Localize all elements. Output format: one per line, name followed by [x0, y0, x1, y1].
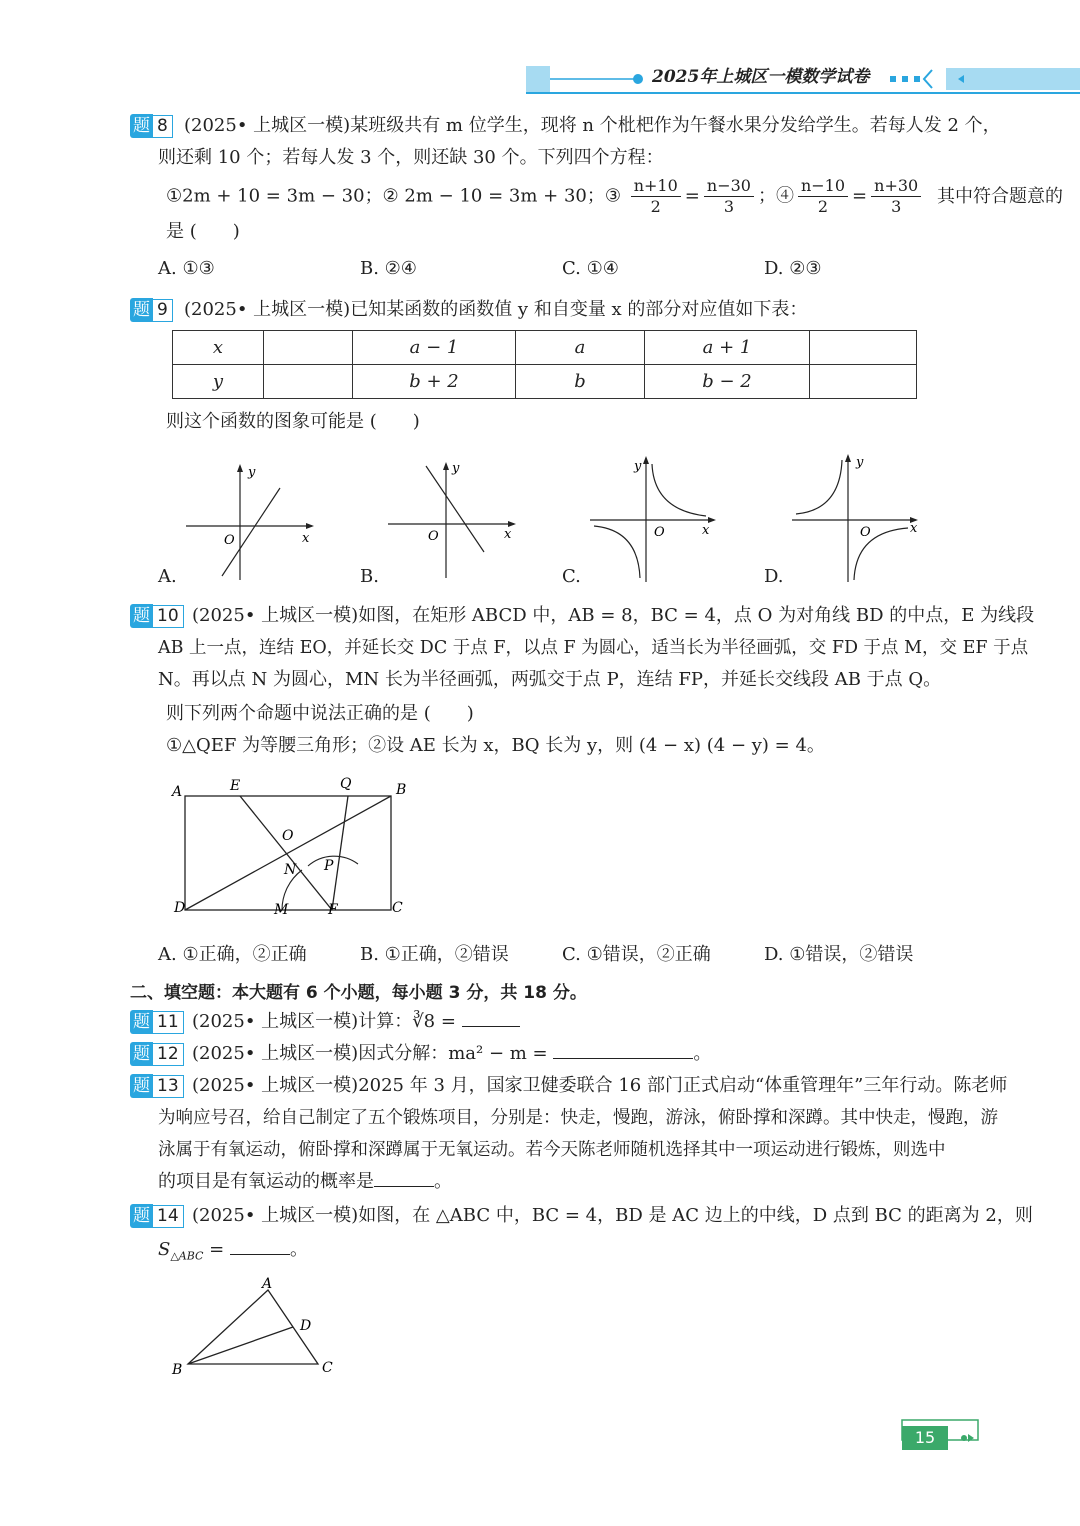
table-cell: a − 1 [353, 331, 516, 365]
q8-equations: ①2m + 10 = 3m − 30；② 2m − 10 = 3m + 30；③ $\frac{n+10}{2}$ = $\frac{n-30}{3}$ ；④ $\frac{n-10}{2}$ = $\frac{n+30}{3}$ 其中符合题意的 [166, 176, 1063, 216]
table-cell [810, 365, 917, 399]
q8-option-c[interactable]: C. ①④ [562, 258, 619, 279]
q11-badge: 题 11 [130, 1010, 184, 1034]
table-cell: x [173, 331, 264, 365]
svg-text:y: y [452, 461, 460, 476]
q10-line1: (2025• 上城区一模)如图，在矩形 ABCD 中，AB = 8，BC = 4，点 O 为对角线 BD 的中点，E 为线段 [192, 605, 1035, 626]
table-cell: a [516, 331, 645, 365]
q14-triangle-figure [168, 1272, 348, 1386]
section2-heading: 二、填空题：本大题有 6 个小题，每小题 3 分，共 18 分。 [130, 983, 587, 1003]
svg-text:y: y [856, 455, 864, 470]
svg-text:F: F [328, 902, 338, 918]
svg-text:P: P [324, 858, 334, 874]
svg-text:D: D [300, 1318, 312, 1334]
svg-text:y: y [634, 459, 642, 474]
q10-option-b[interactable]: B. ①正确，②错误 [360, 944, 509, 965]
svg-text:x: x [702, 523, 710, 538]
q9-graph-c[interactable] [588, 454, 724, 588]
q13-badge: 题 13 [130, 1074, 184, 1098]
svg-text:O: O [282, 828, 294, 844]
frac-3a: $\frac{n+10}{2}$ [631, 176, 681, 217]
table-cell: b + 2 [353, 365, 516, 399]
q9-option-a[interactable]: A. [158, 566, 177, 587]
table-cell: b − 2 [645, 365, 810, 399]
svg-text:O: O [860, 525, 871, 540]
q14-line2: $S_{\triangle ABC}$ = 。 [158, 1234, 308, 1273]
q13-line3: 泳属于有氧运动，俯卧撑和深蹲属于无氧运动。若今天陈老师随机选择其中一项运动进行锻炼，则选中 [158, 1140, 946, 1160]
q9-line1: (2025• 上城区一模)已知某函数的函数值 y 和自变量 x 的部分对应值如下表： [184, 299, 808, 320]
table-cell: b [516, 365, 645, 399]
svg-text:A: A [172, 784, 183, 800]
svg-text:A: A [262, 1276, 273, 1292]
svg-text:C: C [322, 1360, 333, 1376]
q9-graph-d[interactable] [790, 452, 926, 588]
svg-text:E: E [230, 778, 241, 794]
table-cell: a + 1 [645, 331, 810, 365]
header-baseline [526, 92, 1080, 94]
q10-option-c[interactable]: C. ①错误，②正确 [562, 944, 711, 965]
table-cell [264, 365, 353, 399]
table-row [173, 365, 917, 399]
table-cell: y [173, 365, 264, 399]
q10-option-a[interactable]: A. ①正确，②正确 [158, 944, 307, 965]
table-cell [264, 331, 353, 365]
q13-line1: (2025• 上城区一模)2025 年 3 月，国家卫健委联合 16 部门正式启动“体重管理年”三年行动。陈老师 [192, 1075, 1008, 1096]
svg-text:O: O [428, 529, 439, 544]
q10-line5: ①△QEF 为等腰三角形；②设 AE 长为 x，BQ 长为 y，则 (4 − x) (4 − y) = 4。 [166, 735, 825, 756]
svg-text:C: C [392, 900, 403, 916]
svg-text:B: B [396, 782, 407, 798]
svg-text:y: y [248, 465, 256, 480]
svg-text:x: x [504, 527, 512, 542]
q13-line4: 的项目是有氧运动的概率是 。 [158, 1166, 452, 1198]
svg-text:x: x [302, 531, 310, 546]
q9-option-d[interactable]: D. [764, 566, 784, 587]
table-cell [810, 331, 917, 365]
q14-answer-blank[interactable] [230, 1234, 290, 1255]
q14-badge: 题 14 [130, 1204, 184, 1228]
q8-line1: (2025• 上城区一模)某班级共有 m 位学生，现将 n 个枇杷作为午餐水果分发给学生。若每人发 2 个， [184, 115, 1001, 136]
svg-text:M: M [274, 902, 289, 918]
header-title: 2025年上城区一模数学试卷 [652, 67, 870, 87]
q10-option-d[interactable]: D. ①错误，②错误 [764, 944, 914, 965]
q9-value-table [172, 330, 917, 399]
q9-graph-a[interactable] [184, 460, 320, 588]
q9-graph-b[interactable] [386, 458, 522, 586]
svg-text:Q: Q [340, 776, 352, 792]
q8-option-d[interactable]: D. ②③ [764, 258, 822, 279]
frac-3b: $\frac{n-30}{3}$ [704, 176, 754, 217]
q9-badge: 题 9 [130, 298, 173, 322]
q9-option-b[interactable]: B. [360, 566, 379, 587]
svg-text:D: D [174, 900, 186, 916]
q13-answer-blank[interactable] [374, 1166, 434, 1187]
svg-text:N: N [284, 862, 297, 878]
q10-badge: 题 10 [130, 604, 184, 628]
frac-4a: $\frac{n-10}{2}$ [798, 176, 848, 217]
svg-text:O: O [654, 525, 665, 540]
q10-line3: N。再以点 N 为圆心，MN 长为半径画弧，两弧交于点 P，连结 FP，并延长交线段 AB 于点 Q。 [158, 669, 942, 690]
svg-text:B: B [172, 1362, 183, 1378]
frac-4b: $\frac{n+30}{3}$ [871, 176, 921, 217]
q12-badge: 题 12 [130, 1042, 184, 1066]
q12-answer-blank[interactable] [553, 1038, 693, 1059]
q10-line2: AB 上一点，连结 EO，并延长交 DC 于点 F，以点 F 为圆心，适当长为半径画弧，交 FD 于点 M，交 EF 于点 [158, 638, 1029, 658]
q8-line2: 则还剩 10 个；若每人发 3 个，则还缺 30 个。下列四个方程： [158, 147, 664, 168]
q12-text: (2025• 上城区一模)因式分解：ma² − m = 。 [192, 1038, 711, 1070]
q11-answer-blank[interactable] [462, 1006, 520, 1027]
svg-text:x: x [910, 521, 918, 536]
q14-line1: (2025• 上城区一模)如图，在 △ABC 中，BC = 4，BD 是 AC 边上的中线，D 点到 BC 的距离为 2，则 [192, 1205, 1033, 1226]
q13-line2: 为响应号召，给自己制定了五个锻炼项目，分别是：快走，慢跑，游泳，俯卧撑和深蹲。其中快走，慢跑，游 [158, 1108, 998, 1128]
q9-option-c[interactable]: C. [562, 566, 581, 587]
q10-rectangle-figure [168, 772, 418, 926]
page-number: 15 [914, 1428, 936, 1447]
q8-badge: 题 8 [130, 114, 173, 138]
q8-option-a[interactable]: A. ①③ [158, 258, 215, 279]
q9-question: 则这个函数的图象可能是 ( ) [166, 411, 420, 432]
svg-text:O: O [224, 533, 235, 548]
q8-option-b[interactable]: B. ②④ [360, 258, 417, 279]
q11-text: (2025• 上城区一模)计算：∛8 = [192, 1006, 520, 1038]
q8-line4: 是 ( ) [166, 221, 240, 242]
q10-line4: 则下列两个命题中说法正确的是 ( ) [166, 703, 474, 724]
table-row [173, 331, 917, 365]
